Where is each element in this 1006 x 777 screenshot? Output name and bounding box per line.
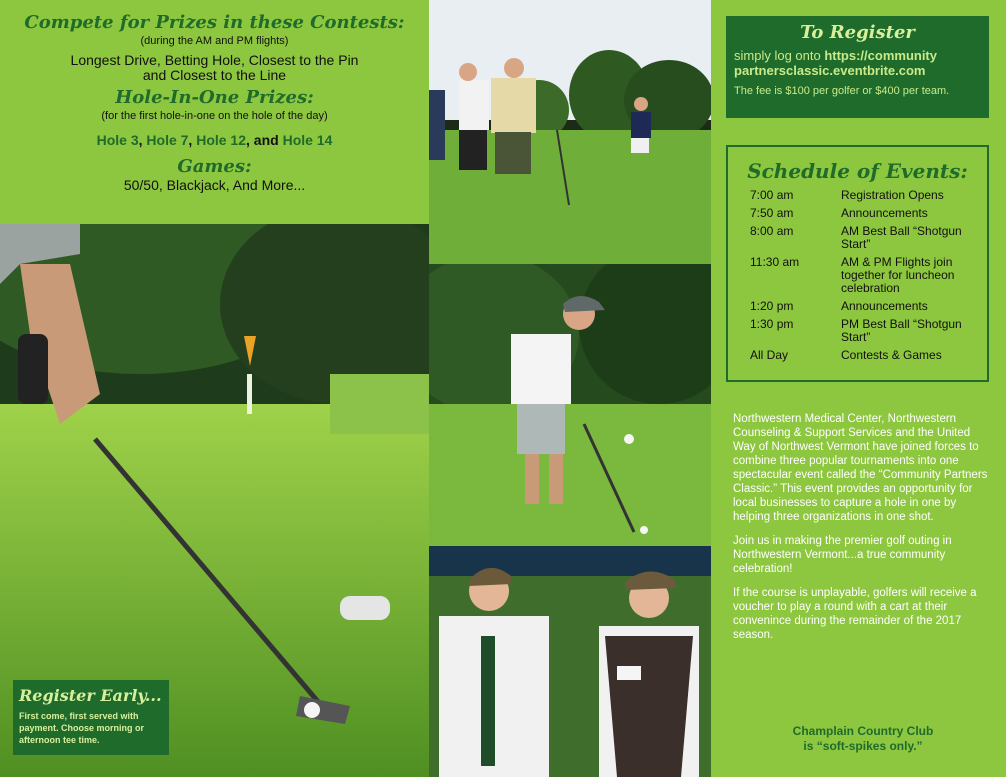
schedule-time: 1:20 pm: [750, 299, 794, 313]
schedule-event: AM Best Ball “Shotgun Start”: [841, 224, 962, 251]
schedule-time: All Day: [750, 348, 789, 362]
volunteers-photo: [429, 546, 711, 777]
club-name: Champlain Country Club: [792, 724, 934, 738]
schedule-title: Schedule of Events:: [747, 159, 968, 183]
hole-in-one-title: Hole-In-One Prizes:: [115, 87, 314, 108]
schedule-time: 1:30 pm: [750, 317, 794, 331]
contests-line2: and Closest to the Line: [142, 67, 287, 83]
hole-item: Hole 7: [146, 132, 189, 148]
schedule-event: Registration Opens: [841, 188, 944, 202]
games-text: 50/50, Blackjack, And More...: [123, 177, 306, 193]
schedule-box: [726, 145, 989, 382]
about-section: [733, 412, 993, 652]
schedule-time: 8:00 am: [750, 224, 794, 238]
schedule-row: [750, 318, 979, 344]
schedule-row: [750, 300, 979, 313]
hole-separator: ,: [188, 132, 197, 148]
schedule-event: PM Best Ball “Shotgun Start”: [841, 317, 962, 344]
hole-item: Hole 14: [282, 132, 333, 148]
hole-list: [0, 130, 429, 150]
schedule-row: [750, 225, 979, 251]
putting-golfer-photo: [429, 264, 711, 546]
about-paragraph: Join us in making the premier golf outing in Northwestern Vermont...a true community celebration!: [733, 535, 952, 575]
schedule-row: [750, 349, 979, 362]
hole-separator: ,: [138, 132, 147, 148]
schedule-event: Announcements: [841, 299, 928, 313]
to-register-title: To Register: [800, 22, 915, 43]
hole-separator: , and: [246, 132, 283, 148]
contests-line1: Longest Drive, Betting Hole, Closest to the Pin: [70, 52, 359, 68]
middle-photos-panel: [429, 0, 711, 777]
register-url-link-cont[interactable]: partnersclassic.eventbrite.com: [734, 63, 926, 78]
register-early-box: [13, 680, 169, 755]
right-panel: [711, 0, 1006, 777]
volunteers-photo-art: [429, 546, 711, 777]
schedule-event: Announcements: [841, 206, 928, 220]
schedule-event: AM & PM Flights join together for luncheon celebration: [841, 255, 955, 295]
hole-item: Hole 12: [196, 132, 247, 148]
games-title: Games:: [177, 156, 252, 177]
contests-title: Compete for Prizes in these Contests:: [24, 12, 405, 33]
hole-in-one-subtitle: (for the first hole-in-one on the hole of the day): [101, 110, 328, 122]
register-instructions: [734, 48, 981, 78]
hole-item: Hole 3: [96, 132, 139, 148]
group-photo-art: [429, 0, 711, 264]
about-paragraph: If the course is unplayable, golfers will receive a voucher to play a round with a cart at their convenince during the remainder of the 2017 season.: [733, 587, 977, 641]
contests-subtitle: (during the AM and PM flights): [140, 35, 289, 47]
register-early-title: Register Early...: [19, 686, 162, 705]
schedule-row: [750, 207, 979, 220]
schedule-time: 7:00 am: [750, 188, 794, 202]
contests-section: [0, 0, 429, 224]
spikes-note: is “soft-spikes only.”: [803, 739, 923, 753]
schedule-row: [750, 189, 979, 202]
closing-note: [733, 724, 993, 754]
about-paragraph: Northwestern Medical Center, Northwestern Counseling & Support Services and the United Way of Northwest Vermont have joined forces to combine three popular tournaments into one spectacular event called the “Community Partners Classic.” This event provides an opportunity for local businesses to capture a hole in one by helping three organizations in one shot.: [733, 413, 988, 523]
register-url-link[interactable]: https://community: [824, 48, 937, 63]
schedule-time: 11:30 am: [750, 255, 800, 269]
left-panel: [0, 0, 429, 777]
fee-text: The fee is $100 per golfer or $400 per team.: [734, 85, 950, 97]
schedule-row: [750, 256, 979, 295]
to-register-box: [726, 16, 989, 118]
register-prefix: simply log onto: [734, 48, 825, 63]
putting-photo-art: [429, 264, 711, 546]
register-early-body: First come, first served with payment. Choose morning or afternoon tee time.: [19, 711, 145, 745]
schedule-time: 7:50 am: [750, 206, 794, 220]
schedule-event: Contests & Games: [841, 348, 942, 362]
group-golfers-photo: [429, 0, 711, 264]
